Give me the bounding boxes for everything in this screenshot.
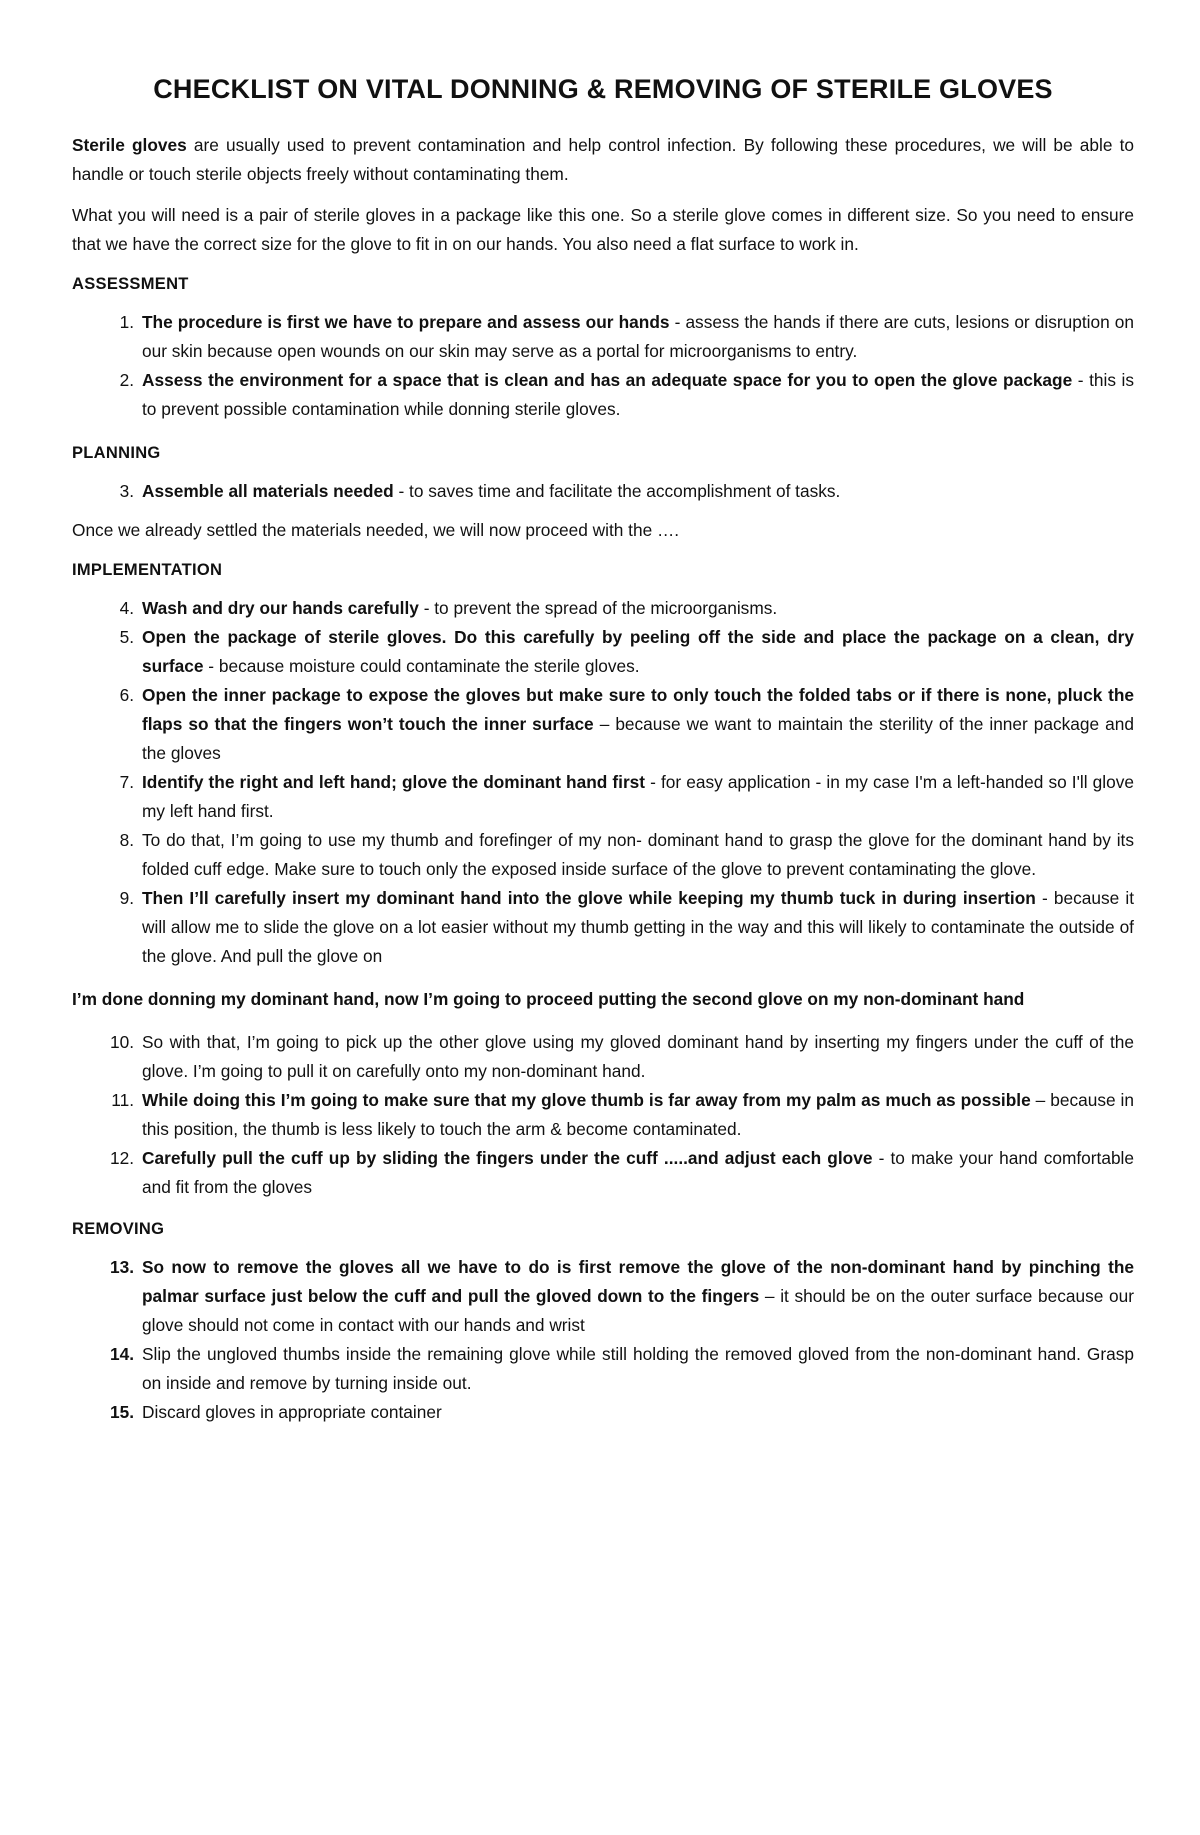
donning-done-text: I’m done donning my dominant hand, now I’m going to proceed putting the second glove on my non-dominant hand [72,989,1025,1009]
planning-steps [72,477,1134,506]
step-bold-text: Carefully pull the cuff up by sliding the fingers under the cuff .....and adjust each glove [142,1148,873,1168]
step-number: 8. [119,830,134,850]
intro-lead: Sterile gloves [72,135,187,155]
step-number: 14. [109,1344,134,1364]
step-item [72,1340,1134,1398]
step-item [72,1028,1134,1086]
step-text: – because we want to maintain the sterility of the inner package and the gloves [142,714,1134,763]
section-heading-planning: PLANNING [72,444,161,462]
intro-paragraph-1 [72,131,1134,189]
step-text: - assess the hands if there are cuts, lesions or disruption on our skin because open wounds on our skin may serve as a portal for microorganisms to entry. [142,312,1135,361]
step-text: - to make your hand comfortable and fit from the gloves [142,1148,1134,1197]
step-bold-text: Open the inner package to expose the gloves but make sure to only touch the folded tabs or if there is none, pluck the flaps so that the fingers won’t touch the inner surface [142,685,1134,734]
intro-rest: are usually used to prevent contamination and help control infection. By following these procedures, we will be able to handle or touch sterile objects freely without contaminating them. [72,135,1134,184]
step-text: - to saves time and facilitate the accomplishment of tasks. [393,481,841,501]
step-item [72,1144,1134,1202]
step-number: 3. [119,481,134,501]
step-item [72,884,1134,971]
step-text: - this is to prevent possible contamination while donning sterile gloves. [142,370,1134,419]
step-number: 11. [111,1090,134,1110]
step-bold-text: Assess the environment for a space that is clean and has an adequate space for you to open the glove package [142,370,1073,390]
step-bold-text: The procedure is first we have to prepare and assess our hands [142,312,670,332]
step-number: 2. [119,370,134,390]
implementation-steps [72,594,1134,971]
step-text: – because in this position, the thumb is less likely to touch the arm & become contaminated. [142,1090,1134,1139]
document-page [72,74,1134,1427]
step-text: Slip the ungloved thumbs inside the remaining glove while still holding the removed gloved from the non-dominant hand. Grasp on inside and remove by turning inside out. [142,1344,1134,1393]
removing-steps [72,1253,1134,1427]
step-text: - because moisture could contaminate the sterile gloves. [203,656,640,676]
step-text: To do that, I’m going to use my thumb and forefinger of my non- dominant hand to grasp the glove for the dominant hand by its folded cuff edge. Make sure to touch only the exposed inside surface of the glove to prevent contaminating the glove. [142,830,1134,879]
step-number: 1. [119,312,134,332]
second-glove-steps [72,1028,1134,1202]
step-number: 15. [109,1402,134,1422]
step-bold-text: Open the package of sterile gloves. Do this carefully by peeling off the side and place the package on a clean, dry surface [142,627,1134,676]
step-item [72,594,1134,623]
step-number: 13. [109,1257,134,1277]
document-title: CHECKLIST ON VITAL DONNING & REMOVING OF STERILE GLOVES [153,74,1053,104]
step-number: 6. [119,685,134,705]
step-text: Discard gloves in appropriate container [142,1402,442,1422]
step-item [72,768,1134,826]
step-bold-text: Assemble all materials needed [142,481,394,501]
step-number: 7. [119,772,134,792]
step-bold-text: Wash and dry our hands carefully [142,598,419,618]
step-item [72,1398,1134,1427]
step-bold-text: Identify the right and left hand; glove the dominant hand first [142,772,646,792]
step-number: 5. [119,627,134,647]
step-text: - to prevent the spread of the microorganisms. [418,598,778,618]
step-bold-text: Then I’ll carefully insert my dominant hand into the glove while keeping my thumb tuck in during insertion [142,888,1036,908]
step-number: 9. [119,888,134,908]
step-text: So with that, I’m going to pick up the other glove using my gloved dominant hand by inserting my fingers under the cuff of the glove. I’m going to pull it on carefully onto my non-dominant hand. [142,1032,1134,1081]
step-item [72,681,1134,768]
step-item [72,826,1134,884]
step-item [72,366,1134,424]
step-text: - for easy application - in my case I'm a left-handed so I'll glove my left hand first. [142,772,1134,821]
step-item [72,623,1134,681]
step-item [72,1253,1134,1340]
step-text: – it should be on the outer surface because our glove should not come in contact with our hands and wrist [142,1286,1134,1335]
step-item [72,1086,1134,1144]
section-heading-assessment: ASSESSMENT [72,275,189,293]
assessment-steps [72,308,1134,424]
intro-paragraph-2: What you will need is a pair of sterile gloves in a package like this one. So a sterile glove comes in different size. So you need to ensure that we have the correct size for the glove to fit in on our hands. You also need a flat surface to work in. [72,205,1134,254]
transition-text: Once we already settled the materials needed, we will now proceed with the …. [72,520,680,540]
step-item [72,477,1134,506]
step-number: 10. [109,1032,134,1052]
section-heading-removing: REMOVING [72,1220,165,1238]
section-heading-implementation: IMPLEMENTATION [72,561,223,579]
step-bold-text: While doing this I’m going to make sure that my glove thumb is far away from my palm as much as possible [142,1090,1031,1110]
step-bold-text: So now to remove the gloves all we have to do is first remove the glove of the non-dominant hand by pinching the palmar surface just below the cuff and pull the gloved down to the fingers [142,1257,1134,1306]
step-number: 12. [109,1148,134,1168]
step-text: - because it will allow me to slide the glove on a lot easier without my thumb getting in the way and this will likely to contaminate the outside of the glove. And pull the glove on [142,888,1134,966]
step-item [72,308,1134,366]
step-number: 4. [119,598,134,618]
